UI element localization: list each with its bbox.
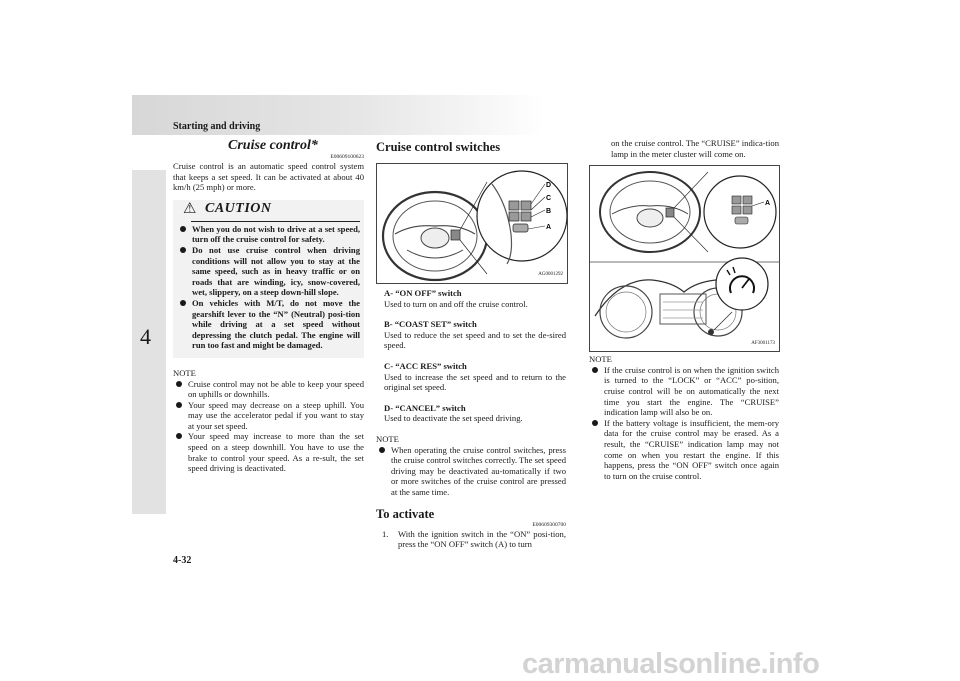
section-code: E00609300700 [532, 521, 566, 528]
switch-item: D- “CANCEL” switch Used to deactivate the set speed driving. [384, 402, 523, 424]
note-item: When operating the cruise control switches, press the cruise control switches correctly. The set speed driving may be deactivated au-tomatically if two or more switches of the cruise control are pressed at the same time. [376, 445, 566, 498]
label-b: B [546, 208, 552, 215]
bullet-icon [592, 367, 598, 373]
label-c: C [546, 195, 552, 202]
switch-item: A- “ON OFF” switch Used to turn on and off the cruise control. [384, 288, 528, 309]
note-item: Your speed may decrease on a steep uphill. You may use the accelerator pedal if you want to stay at your set speed. [173, 400, 364, 432]
note-label: NOTE [376, 433, 399, 444]
chapter-number: 4 [140, 324, 151, 349]
note-item: Cruise control may not be able to keep your speed on uphills or downhills. [173, 379, 364, 400]
figure-code: AF3001173 [751, 340, 775, 346]
step-number: 1. [382, 528, 389, 539]
column-2 [376, 138, 566, 550]
warning-triangle-icon: ⚠ [183, 200, 197, 217]
bullet-icon [180, 247, 186, 253]
figure-code: AG0001292 [538, 272, 563, 278]
intro-paragraph: Cruise control is an automatic speed control system that keeps a set speed. It can be activated at about 40 km/h (25 mph) or more. [173, 161, 364, 193]
to-activate-title: To activate [376, 506, 435, 521]
meter-cluster-illustration [590, 166, 779, 351]
label-a: A [765, 200, 771, 208]
caution-title: CAUTION [205, 200, 272, 216]
bullet-icon [176, 433, 182, 439]
note-item: If the battery voltage is insufficient, the mem-ory data for the cruise control may be erased. As a result, the “CRUISE” indication lamp may not come on when you restart the engine. If this happens, press the “ON OFF” switch once again to turn on the cruise control. [589, 418, 779, 482]
switch-item: C- “ACC RES” switch Used to increase the set speed and to return to the original set speed. [384, 360, 566, 393]
watermark: carmanualsonline.info [522, 648, 820, 680]
caution-rule [191, 221, 360, 222]
bullet-icon [379, 447, 385, 453]
column-1 [173, 138, 364, 474]
note-item: Your speed may increase to more than the set speed on a steep downhill. You have to use the brake to control your speed. As a re-sult, the set speed driving is deactivated. [173, 431, 364, 473]
column-3 [589, 138, 779, 481]
note-item: If the cruise control is on when the ignition switch is turned to the “LOCK” or “ACC” po-sition, cruise control will be on automatically the next time you start the engine. The “CRUISE” indication lamp will also be on. [589, 365, 779, 418]
bullet-icon [176, 381, 182, 387]
caution-box [173, 200, 364, 358]
label-d: D [546, 182, 552, 189]
steering-wheel-illustration [377, 164, 567, 283]
bullet-icon [592, 420, 598, 426]
step-item: 1. With the ignition switch in the “ON” posi-tion, press the “ON OFF” switch (A) to turn [382, 528, 566, 550]
cruise-control-title: Cruise control* [228, 138, 318, 153]
page-number: 4-32 [173, 555, 192, 566]
caution-item: On vehicles with M/T, do not move the gearshift lever to the “N” (Neutral) posi-tion while driving at a set speed without depressing the clutch pedal. The engine will run too fast and might be damaged. [177, 298, 360, 351]
switch-item: B- “COAST SET” switch Used to reduce the set speed and to set the de-sired speed. [384, 319, 566, 351]
bullet-icon [180, 300, 186, 306]
switches-title: Cruise control switches [376, 140, 501, 154]
indicator-lamp-figure [589, 165, 780, 352]
section-code: E00609100623 [330, 154, 364, 160]
note-label: NOTE [173, 367, 196, 378]
bullet-icon [180, 226, 186, 232]
section-header-title: Starting and driving [173, 121, 261, 132]
caution-item: Do not use cruise control when driving conditions will not allow you to stay at the same speed, such as in heavy traffic or on roads that are winding, icy, snow-covered, wet, slippery, on a steep down-hill slope. [177, 245, 360, 298]
caution-item: When you do not wish to drive at a set speed, turn off the cruise control for safety. [177, 224, 360, 245]
bullet-icon [176, 402, 182, 408]
step-continued: on the cruise control. The “CRUISE” indica-tion lamp in the meter cluster will come on. [611, 138, 779, 159]
steering-wheel-switches-figure [376, 163, 568, 284]
label-a: A [546, 224, 552, 231]
switch-list [384, 288, 566, 424]
caution-header [177, 202, 360, 224]
note-label: NOTE [589, 354, 612, 365]
